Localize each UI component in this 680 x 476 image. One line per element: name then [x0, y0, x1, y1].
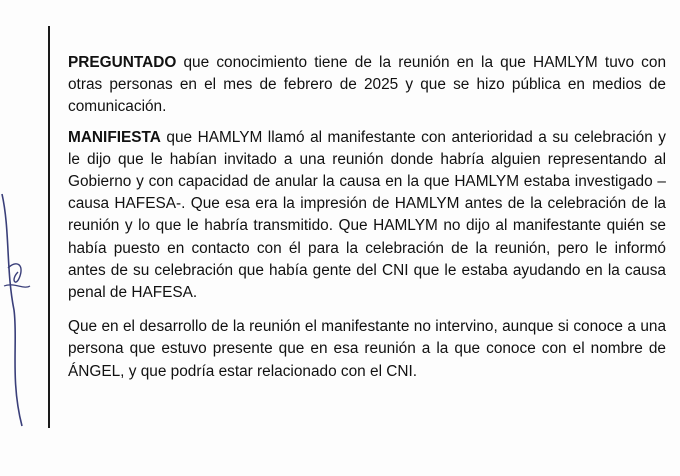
- followup-paragraph: [68, 316, 666, 383]
- question-lead: PREGUNTADO: [68, 54, 177, 71]
- answer-paragraph: [68, 127, 666, 305]
- question-text: que conocimiento tiene de la reunión en la que HAMLYM tuvo con otras personas en el mes de febrero de 2025 y que se hizo pública en medios de comunicación.: [68, 54, 666, 116]
- handwritten-signature-mark: [0, 190, 40, 430]
- followup-text: Que en el desarrollo de la reunión el manifestante no intervino, aunque si conoce a una persona que estuvo presente que en esa reunión a la que conoce con el nombre de ÁNGEL, y que podría estar relacionado con el CNI.: [68, 318, 666, 380]
- answer-text: que HAMLYM llamó al manifestante con anterioridad a su celebración y le dijo que le habían invitado a una reunión donde habría alguien representando al Gobierno y con capacidad de anular la causa en la que HAMLYM estaba investigado –causa HAFESA-. Que esa era la impresión de HAMLYM antes de la celebración de la reunión y lo que le habría transmitido. Que HAMLYM no dijo al manifestante quién se había puesto en contacto con él para la celebración de la reunión, pero le informó antes de su celebración que había gente del CNI que le estaba ayudando en la causa penal de HAFESA.: [68, 128, 666, 302]
- question-paragraph: [68, 52, 666, 119]
- declaration-text: [68, 52, 666, 383]
- margin-rule: [48, 26, 50, 428]
- answer-lead: MANIFIESTA: [68, 128, 161, 146]
